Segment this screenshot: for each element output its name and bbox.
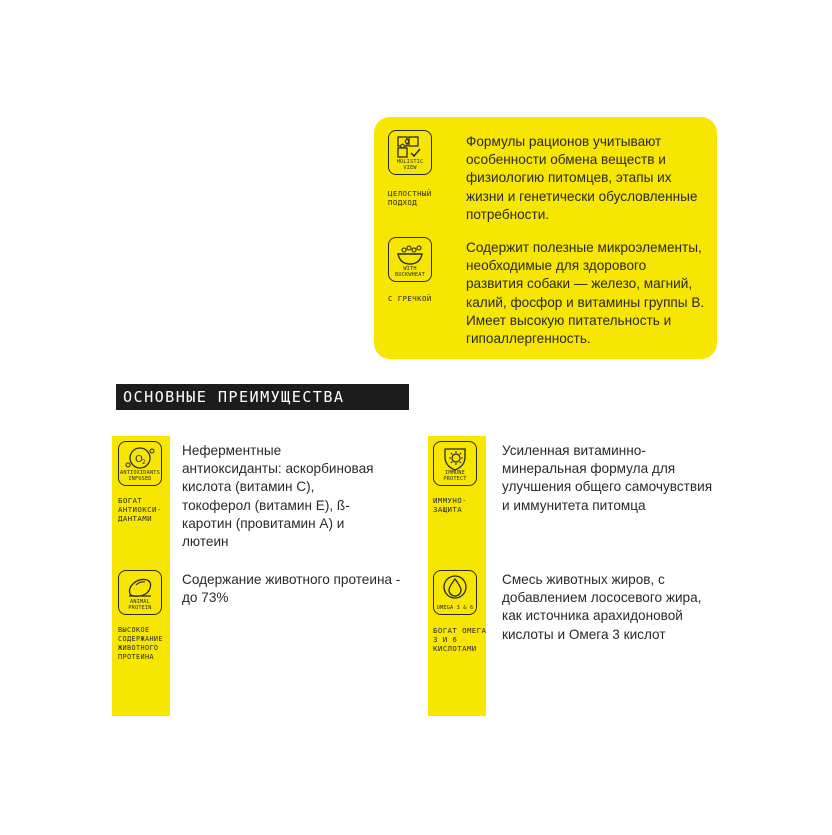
shield-sun-icon: [440, 445, 470, 473]
section-heading: ОСНОВНЫЕ ПРЕИМУЩЕСТВА: [116, 384, 409, 410]
o2-icon: [124, 445, 156, 473]
buckwheat-badge: [388, 237, 432, 282]
benefit-text: Содержание животного протеина - до 73%: [182, 572, 401, 606]
animal-protein-badge: [118, 570, 162, 615]
svg-text:O: O: [135, 454, 143, 465]
benefit-caption: БОГАТ АНТИОКСИ-ДАНТАМИ: [118, 496, 162, 523]
badge-label: ANIMAL PROTEIN: [128, 599, 152, 611]
bowl-icon: [395, 241, 425, 267]
benefit-caption: ВЫСОКОЕ СОДЕРЖАНИЕ ЖИВОТНОГО ПРОТЕИНА: [118, 626, 163, 661]
benefit-text: Неферментные антиоксиданты: аскорбиновая кислота (витамин С), токоферол (витамин Е), ß-каротин (провитамин А) и лютеин: [182, 443, 374, 550]
feature-caption: С ГРЕЧКОЙ: [388, 294, 432, 303]
badge-label: HOLISTIC VIEW: [396, 159, 424, 171]
benefit-text: Смесь животных жиров, с добавлением лососевого жира, как источника арахидоновой кислоты и Омега 3 кислот: [502, 572, 702, 642]
holistic-view-badge: [388, 130, 432, 175]
badge-label: IMMUNE PROTECT: [443, 470, 467, 482]
benefit-caption: БОГАТ ОМЕГА 3 И 6 КИСЛОТАМИ: [433, 626, 487, 653]
badge-label: ANTIOXIDANTS INFUSED: [120, 470, 160, 482]
badge-label: OMEGA 3 & 6: [436, 605, 474, 611]
drop-icon: [440, 574, 470, 600]
immune-badge: [433, 441, 477, 486]
benefit-text: Усиленная витаминно-минеральная формула для улучшения общего самочувствия и иммунитета питомца: [502, 443, 713, 513]
puzzle-check-icon: [395, 134, 425, 162]
features-card: [374, 117, 717, 359]
svg-text:2: 2: [142, 459, 146, 466]
feature-text: Содержит полезные микроэлементы, необходимые для здорового развития собаки — железо, магний, калий, фосфор и витамины группы В. Имеет высокую питательность и гипоаллергенность.: [466, 240, 705, 347]
omega-badge: [433, 570, 477, 615]
feature-caption: ЦЕЛОСТНЫЙ ПОДХОД: [388, 189, 432, 207]
antioxidants-badge: [118, 441, 162, 486]
benefit-caption: ИММУНО-ЗАЩИТА: [433, 496, 467, 514]
badge-label: WITH BUCKWHEAT: [395, 266, 425, 278]
meat-icon: [125, 574, 155, 600]
feature-text: Формулы рационов учитывают особенности обмена веществ и физиологию питомцев, этапы их жизни и генетически обусловленные потребности.: [466, 134, 698, 222]
